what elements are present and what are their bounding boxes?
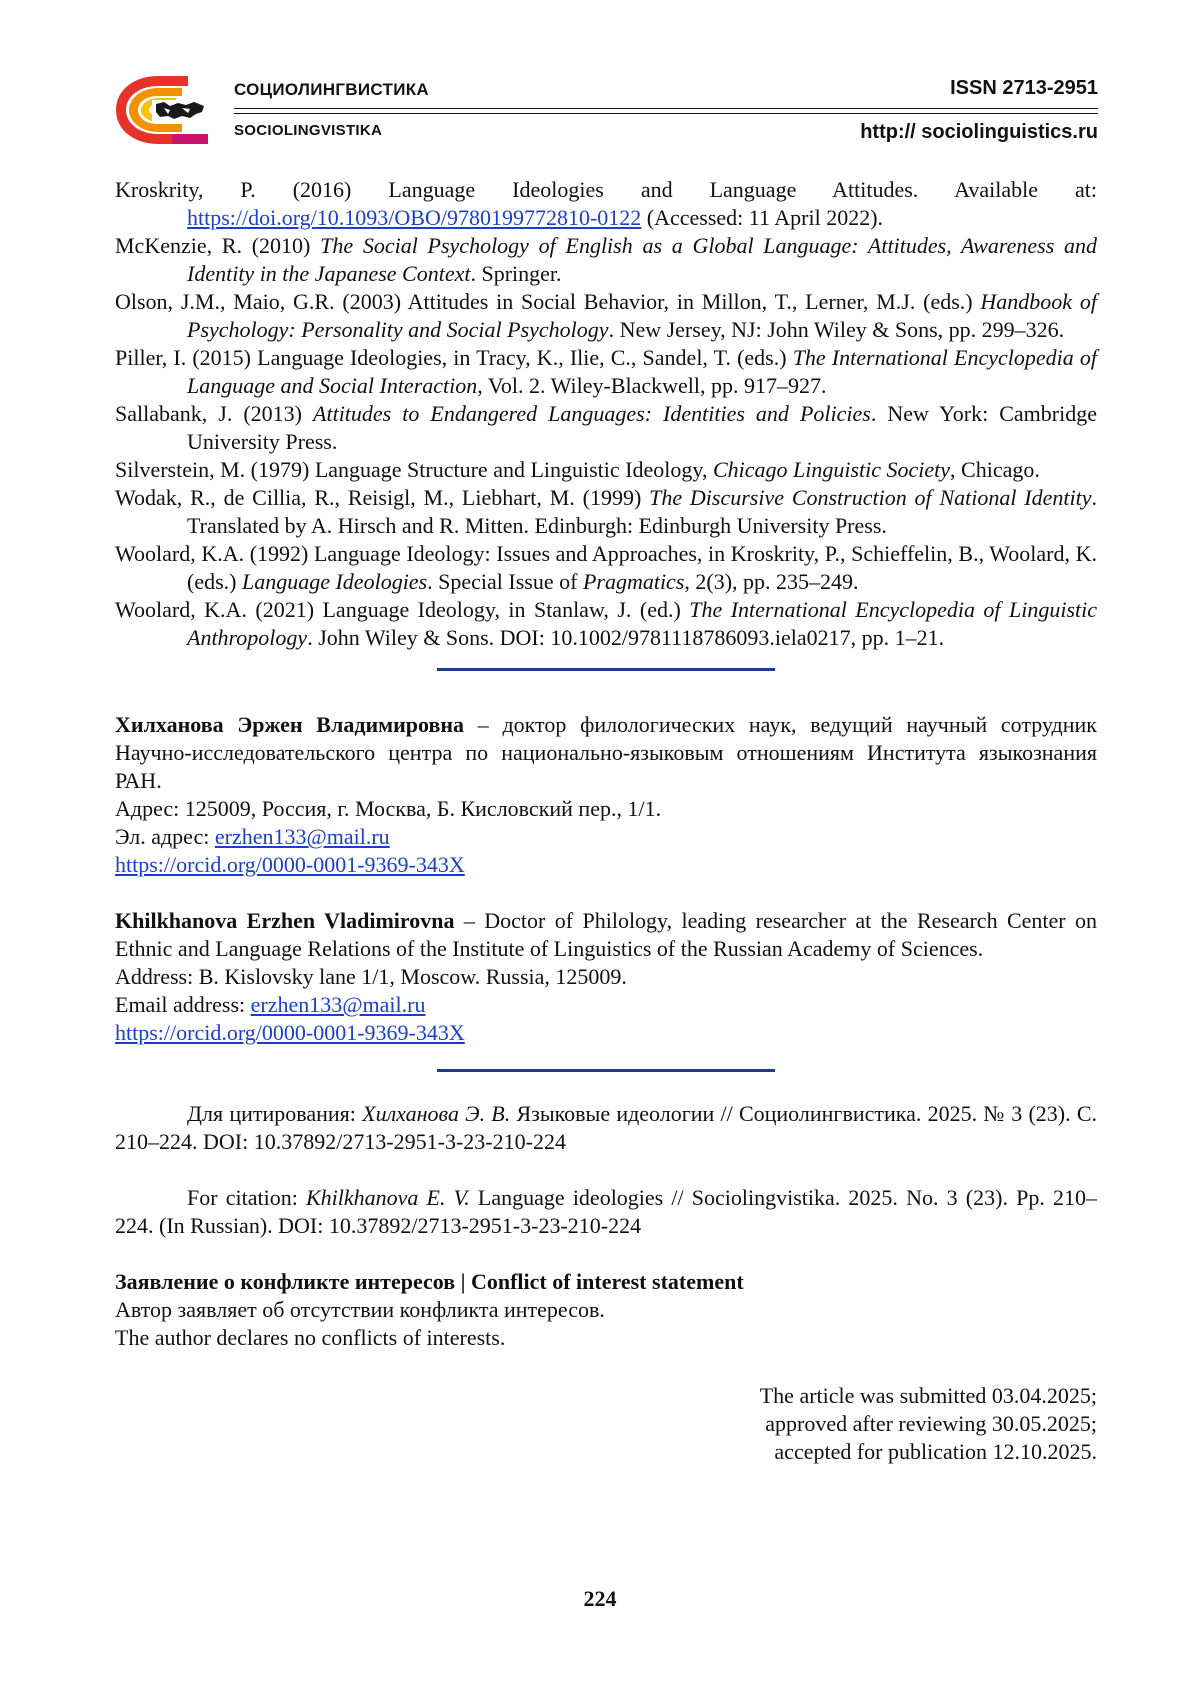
reference-item: Woolard, K.A. (2021) Language Ideology, in Stanlaw, J. (ed.) The International Encyclopedia of Linguistic Anthropology. John Wiley & Sons. DOI: 10.1002/9781118786093.iela0217, pp. 1–21. [115,597,1097,650]
reference-item: McKenzie, R. (2010) The Social Psychology of English as a Global Language: Attitudes, Awareness and Identity in the Japanese Context. Springer. [115,233,1097,286]
author-email-en: Email address: erzhen133@mail.ru [115,992,426,1017]
author-address-en: Address: B. Kislovsky lane 1/1, Moscow. Russia, 125009. [115,964,627,989]
reference-item: Silverstein, M. (1979) Language Structure and Linguistic Ideology, Chicago Linguistic Society, Chicago. [115,457,1040,482]
orcid-link[interactable]: https://orcid.org/0000-0001-9369-343X [115,1020,465,1045]
conflict-statement [115,1268,1097,1352]
date-submitted: The article was submitted 03.04.2025; [759,1383,1097,1408]
section-divider [437,1069,775,1072]
citation-ru: Для цитирования: Хилханова Э. В. Языковые идеологии // Социолингвистика. 2025. № 3 (23). С. 210–224. DOI: 10.37892/2713-2951-3-23-210-224 [115,1101,1097,1154]
journal-url: http:// sociolinguistics.ru [860,121,1098,143]
date-approved: approved after reviewing 30.05.2025; [765,1411,1097,1436]
reference-list [115,176,1097,652]
email-link[interactable]: erzhen133@mail.ru [250,992,426,1017]
article-dates [115,1382,1097,1466]
reference-item: Olson, J.M., Maio, G.R. (2003) Attitudes in Social Behavior, in Millon, T., Lerner, M.J. (eds.) Handbook of Psychology: Personality and Social Psychology. New Jersey, NJ: John Wiley & Sons, pp. 299–326. [115,289,1097,342]
section-divider [437,668,775,671]
journal-title-ru: СОЦИОЛИНГВИСТИКА [234,80,429,99]
page-number: 224 [583,1586,617,1611]
author-info-en [115,907,1097,1047]
reference-link[interactable]: https://doi.org/10.1093/OBO/9780199772810-0122 [187,205,642,230]
citation-en: For citation: Khilkhanova E. V. Language ideologies // Sociolingvistika. 2025. No. 3 (23). Pp. 210–224. (In Russian). DOI: 10.37892/2713-2951-3-23-210-224 [115,1185,1097,1238]
issn: ISSN 2713-2951 [950,77,1098,99]
author-name-ru: Хилханова Эржен Владимировна [115,712,465,737]
reference-item: Piller, I. (2015) Language Ideologies, in Tracy, K., Ilie, C., Sandel, T. (eds.) The International Encyclopedia of Language and Social Interaction, Vol. 2. Wiley-Blackwell, pp. 917–927. [115,345,1097,398]
header-rule-top [234,108,1098,109]
email-link[interactable]: erzhen133@mail.ru [214,824,390,849]
page-header [112,72,1098,152]
reference-item: Sallabank, J. (2013) Attitudes to Endangered Languages: Identities and Policies. New York: Cambridge University Press. [115,401,1097,454]
conflict-en: The author declares no conflicts of interests. [115,1325,506,1350]
author-address-ru: Адрес: 125009, Россия, г. Москва, Б. Кисловский пер., 1/1. [115,796,662,821]
conflict-heading: Заявление о конфликте интересов | Conflict of interest statement [115,1269,744,1294]
page-content [115,176,1097,1466]
orcid-link[interactable]: https://orcid.org/0000-0001-9369-343X [115,852,465,877]
header-rule-bottom [234,113,1098,114]
author-bio-ru: Хилханова Эржен Владимировна – доктор филологических наук, ведущий научный сотрудник Научно-исследовательского центра по национально-языковым отношениям Института языкознания РАН. [115,712,1097,793]
reference-item: Kroskrity, P. (2016) Language Ideologies and Language Attitudes. Available at: https://doi.org/10.1093/OBO/9780199772810-0122 (Accessed: 11 April 2022). [115,177,1097,230]
date-accepted: accepted for publication 12.10.2025. [774,1439,1097,1464]
author-email-ru: Эл. адрес: erzhen133@mail.ru [115,824,390,849]
journal-logo-icon [112,72,212,148]
reference-item: Woolard, K.A. (1992) Language Ideology: Issues and Approaches, in Kroskrity, P., Schieffelin, B., Woolard, K. (eds.) Language Ideologies. Special Issue of Pragmatics, 2(3), pp. 235–249. [115,541,1097,594]
author-info-ru [115,711,1097,879]
conflict-ru: Автор заявляет об отсутствии конфликта интересов. [115,1297,605,1322]
journal-title-en: SOCIOLINGVISTIKA [234,122,383,139]
author-bio-en: Khilkhanova Erzhen Vladimirovna – Doctor of Philology, leading researcher at the Research Center on Ethnic and Language Relations of the Institute of Linguistics of the Russian Academy of Sciences. [115,908,1097,961]
author-name-en: Khilkhanova Erzhen Vladimirovna [115,908,455,933]
reference-item: Wodak, R., de Cillia, R., Reisigl, M., Liebhart, M. (1999) The Discursive Construction of National Identity. Translated by A. Hirsch and R. Mitten. Edinburgh: Edinburgh University Press. [115,485,1097,538]
